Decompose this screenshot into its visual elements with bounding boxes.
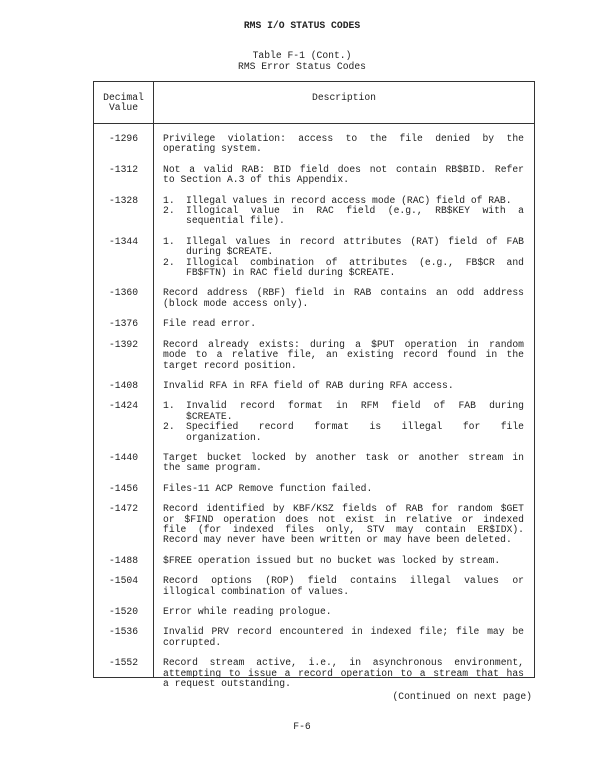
description-line: Record already exists: during a $PUT operation in random — [163, 338, 524, 350]
description-line: Record stream active, i.e., in asynchronous environment, — [163, 657, 524, 669]
decimal-value: -1424 — [108, 400, 139, 412]
description — [163, 556, 524, 566]
decimal-value: -1536 — [108, 626, 139, 638]
numbered-item — [163, 206, 524, 227]
table-row — [94, 237, 534, 279]
numbered-item — [163, 237, 524, 258]
table-row — [94, 319, 534, 329]
description — [163, 381, 524, 391]
table-row — [94, 556, 534, 566]
item-text — [186, 206, 524, 227]
description — [163, 340, 524, 371]
description — [163, 401, 524, 443]
description-line: Illogical value in RAC field (e.g., RB$KEY with a — [186, 205, 524, 217]
decimal-value: -1312 — [108, 163, 139, 175]
numbered-item — [163, 401, 524, 422]
page-title: RMS I/O STATUS CODES — [243, 20, 361, 31]
table-row — [94, 165, 534, 186]
header-decimal: Decimal — [103, 92, 144, 103]
description-line: attempting to issue a record operation to a stream that has — [163, 667, 524, 679]
description-line: Invalid RFA in RFA field of RAB during RFA access. — [163, 379, 454, 391]
table-row — [94, 607, 534, 617]
table-row — [94, 576, 534, 597]
table-row — [94, 288, 534, 309]
decimal-value: -1392 — [108, 338, 139, 350]
description — [163, 319, 524, 329]
numbered-item — [163, 422, 524, 443]
description-line: Illegal values in record attributes (RAT) field of FAB — [186, 235, 524, 247]
table-row — [94, 381, 534, 391]
decimal-value: -1472 — [108, 503, 139, 515]
table-row — [94, 196, 534, 227]
item-text — [186, 422, 524, 443]
description-line: file (for indexed files only, STV may contain ER$IDX). — [163, 523, 524, 535]
description-line: $FREE operation issued but no bucket was locked by stream. — [163, 554, 501, 566]
item-text — [186, 401, 524, 422]
decimal-value: -1296 — [108, 133, 139, 144]
table-row — [94, 134, 534, 155]
decimal-value: -1504 — [108, 575, 139, 587]
table-title: RMS Error Status Codes — [238, 60, 366, 72]
item-number: 1. — [163, 194, 175, 206]
numbered-item — [163, 258, 524, 279]
description-line: corrupted. — [163, 636, 222, 648]
table-header — [94, 82, 534, 124]
description-line: Illegal values in record access mode (RAC) field of RAB. — [186, 194, 512, 206]
description — [163, 165, 524, 186]
description-line: target record position. — [163, 359, 297, 371]
description-line: Error while reading prologue. — [163, 606, 332, 617]
item-number: 1. — [163, 400, 175, 412]
description-line: organization. — [186, 431, 262, 443]
description-line: Record may never have been written or may have been deleted. — [163, 534, 512, 546]
table-body — [94, 134, 534, 699]
header-value: Value — [108, 102, 139, 114]
description-line: a request outstanding. — [163, 678, 291, 690]
item-number: 2. — [163, 256, 175, 268]
description-line: Record options (ROP) field contains illegal values or — [163, 575, 524, 587]
decimal-value: -1456 — [108, 482, 139, 494]
decimal-value: -1552 — [108, 657, 139, 669]
table-row — [94, 484, 534, 494]
description-line: illogical combination of values. — [163, 585, 350, 597]
description — [163, 237, 524, 279]
decimal-value: -1328 — [108, 194, 139, 206]
description — [163, 196, 524, 227]
description-line: the same program. — [163, 462, 262, 474]
table-caption — [0, 51, 604, 72]
description — [163, 627, 524, 648]
decimal-value: -1440 — [108, 451, 139, 463]
description — [163, 607, 524, 617]
table-row — [94, 401, 534, 443]
description-line: Not a valid RAB: BID field does not contain RB$BID. Refer — [163, 163, 524, 175]
description-line: Record identified by KBF/KSZ fields of RAB for random $GET — [163, 503, 524, 515]
decimal-value: -1344 — [108, 235, 139, 247]
status-codes-table — [93, 81, 535, 690]
description-line: mode to a relative file, an existing record found in the — [163, 349, 524, 361]
item-number: 2. — [163, 205, 175, 217]
description-line: Files-11 ACP Remove function failed. — [163, 482, 373, 494]
description-line: FB$FTN) in RAC field during $CREATE. — [186, 267, 396, 279]
table-row — [94, 453, 534, 474]
description-line: Record address (RBF) field in RAB contains an odd address — [163, 287, 524, 299]
decimal-value: -1520 — [108, 606, 139, 617]
table-number: Table F-1 (Cont.) — [252, 50, 352, 61]
table-row — [94, 658, 534, 689]
description — [163, 134, 524, 155]
description-line: to Section A.3 of this Appendix. — [163, 174, 350, 186]
item-text — [186, 258, 524, 279]
decimal-value: -1488 — [108, 554, 139, 566]
description — [163, 658, 524, 689]
description-line: (block mode access only). — [163, 297, 309, 309]
decimal-value: -1376 — [108, 318, 139, 330]
table-row — [94, 504, 534, 546]
description-line: or $FIND operation does not exist in relative or indexed — [163, 513, 524, 525]
description — [163, 504, 524, 546]
item-text — [186, 237, 524, 258]
description — [163, 288, 524, 309]
description — [163, 576, 524, 597]
table-row — [94, 627, 534, 648]
page-number: F-6 — [293, 721, 311, 732]
description-line: Invalid PRV record encountered in indexed file; file may be — [163, 626, 524, 638]
description-line: sequential file). — [186, 215, 285, 227]
description-line: during $CREATE. — [186, 246, 274, 258]
continued-note: (Continued on next page) — [392, 691, 532, 702]
description — [163, 453, 524, 474]
item-number: 2. — [163, 421, 175, 433]
description-line: Illogical combination of attributes (e.g., FB$CR and — [186, 256, 524, 268]
description-line: operating system. — [163, 143, 262, 155]
item-number: 1. — [163, 235, 175, 247]
table-row — [94, 340, 534, 371]
decimal-value: -1408 — [108, 379, 139, 391]
header-description: Description — [312, 92, 376, 103]
description-line: Specified record format is illegal for file — [186, 421, 524, 433]
header-decimal-value — [94, 93, 153, 114]
decimal-value: -1360 — [108, 287, 139, 299]
description-line: $CREATE. — [186, 410, 233, 422]
description-line: File read error. — [163, 318, 257, 330]
description-line: Privilege violation: access to the file denied by the — [163, 133, 524, 144]
description-line: Target bucket locked by another task or another stream in — [163, 451, 524, 463]
description-line: Invalid record format in RFM field of FAB during — [186, 400, 524, 412]
description — [163, 484, 524, 494]
